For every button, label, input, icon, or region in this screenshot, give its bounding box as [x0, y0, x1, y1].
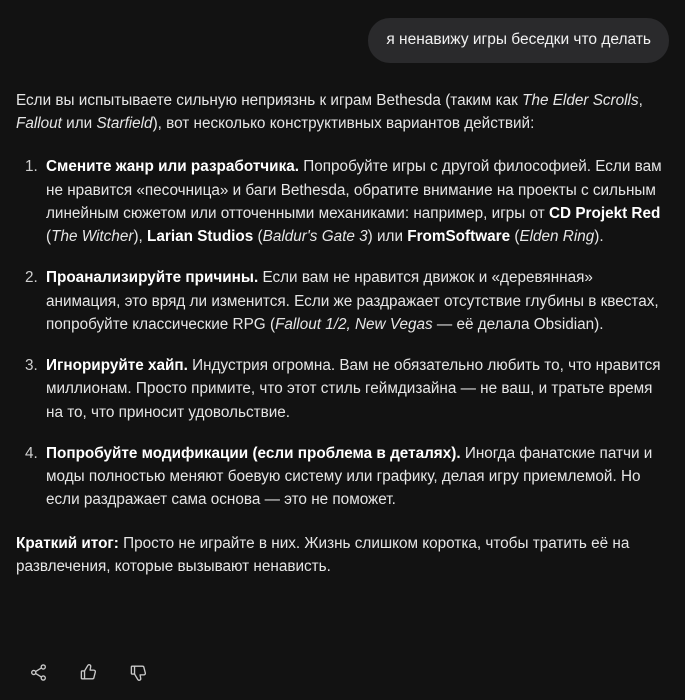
- user-message-bubble: я ненавижу игры беседки что делать: [368, 18, 669, 63]
- assistant-message: [16, 89, 669, 596]
- list-item: 4. Попробуйте модификации (если проблема в деталях). Иногда фанатские патчи и моды полностью меняют боевую систему или графику, делая игру приемлемой. Но если раздражает сама основа — это не поможет.: [42, 442, 669, 512]
- message-actions-toolbar: [16, 648, 669, 700]
- assistant-summary-paragraph: Краткий итог: Просто не играйте в них. Жизнь слишком коротка, чтобы тратить её на развлечения, которые вызывают ненависть.: [16, 534, 630, 575]
- assistant-intro-paragraph: Если вы испытываете сильную неприязнь к играм Bethesda (таким как The Elder Scrolls, Fallout или Starfield), вот несколько конструктивных вариантов действий:: [16, 91, 643, 133]
- list-item: 1. Смените жанр или разработчика. Попробуйте игры с другой философией. Если вам не нравится «песочница» и баги Bethesda, обратите внимание на проекты с сильным линейным сюжетом или отточенными механиками: например, игры от CD Projekt Red (The Witcher), Larian Studios (Baldur's Gate 3) или FromSoftware (Elden Ring).: [42, 155, 669, 248]
- thumbs-up-icon[interactable]: [76, 660, 100, 684]
- list-item: 3. Игнорируйте хайп. Индустрия огромна. Вам не обязательно любить то, что нравится миллионам. Просто примите, что этот стиль геймдизайна — не ваш, и тратьте время на то, что приносит удовольствие.: [42, 354, 669, 424]
- assistant-suggestion-list: [16, 155, 669, 511]
- thumbs-down-icon[interactable]: [126, 660, 150, 684]
- list-item: 2. Проанализируйте причины. Если вам не нравится движок и «деревянная» анимация, это вряд ли изменится. Если же раздражает отсутствие глубины в квестах, попробуйте классические RPG (Fallout 1/2, New Vegas — её делала Obsidian).: [42, 266, 669, 336]
- share-icon[interactable]: [26, 660, 50, 684]
- user-message-row: [16, 18, 669, 63]
